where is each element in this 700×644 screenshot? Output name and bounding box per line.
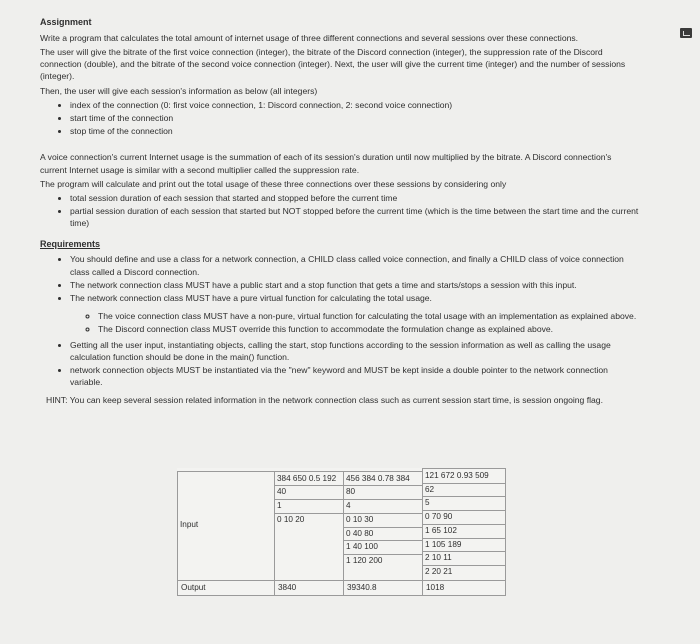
table-cell: 80 [344, 486, 422, 500]
table-cell: 121 672 0.93 509 [423, 470, 505, 484]
session-info-list [40, 99, 640, 138]
output-case-1: 3840 [275, 580, 344, 596]
output-case-3: 1018 [423, 580, 506, 596]
list-item: • network connection objects MUST be instantiated via the "new" keyword and MUST be kept inside a double pointer to the network connection variable. [70, 364, 640, 388]
table-cell: 1 [275, 500, 343, 514]
table-cell: 40 [275, 486, 343, 500]
requirements-sublist [40, 310, 640, 335]
corner-widget-icon[interactable] [680, 28, 692, 38]
table-cell: 62 [423, 484, 505, 498]
assignment-paragraph-3: Then, the user will give each session's information as below (all integers) [40, 85, 318, 96]
input-case-3 [423, 469, 506, 581]
hint-text: HINT: You can keep several session related information in the network connection class such as current session start time, is session ongoing flag. [46, 395, 603, 406]
assignment-heading: Assignment [40, 17, 92, 27]
table-cell: 1 105 189 [423, 539, 505, 553]
table-cell: 1 40 100 [344, 541, 422, 555]
table-cell: 5 [423, 497, 505, 511]
table-cell: 0 10 20 [277, 514, 305, 524]
list-item: • partial session duration of each session that started but NOT stopped before the current time (which is the time between the start time and the current time) [70, 205, 640, 229]
io-example-table [177, 468, 506, 596]
requirements-list-2 [40, 339, 640, 389]
list-item: ◦ The Discord connection class MUST override this function to accommodate the formulation change as explained above. [98, 323, 640, 335]
table-cell: 456 384 0.78 384 [344, 473, 422, 487]
list-item: • start time of the connection [70, 112, 640, 124]
table-cell: 384 650 0.5 192 [275, 473, 343, 487]
list-item: • Getting all the user input, instantiating objects, calling the start, stop functions according to the session information as well as calling the usage calculation function should be done in the main() function. [70, 339, 640, 363]
list-item: • index of the connection (0: first voice connection, 1: Discord connection, 2: second voice connection) [70, 99, 640, 111]
table-cell: 2 20 21 [425, 566, 453, 576]
assignment-paragraph-2: The user will give the bitrate of the first voice connection (integer), the bitrate of the Discord connection (integer), the suppression rate of the Discord connection (double), and the bitrate of the second voice connection (integer). Next, the user will give the current time (integer) and the number of sessions (integer). [40, 46, 626, 82]
requirements-list [40, 253, 640, 304]
list-item: • total session duration of each session that started and stopped before the current time [70, 192, 640, 204]
table-cell: 4 [344, 500, 422, 514]
table-cell: 1 120 200 [346, 555, 383, 565]
table-cell: 0 10 30 [344, 514, 422, 528]
table-cell: 2 10 11 [423, 552, 505, 566]
table-cell: 1 65 102 [423, 525, 505, 539]
table-cell: 0 70 90 [423, 511, 505, 525]
list-item: ◦ The voice connection class MUST have a non-pure, virtual function for calculating the total usage with an implementation as explained above. [98, 310, 640, 322]
list-item: • You should define and use a class for a network connection, a CHILD class called voice connection, and finally a CHILD class of voice connection class called a Discord connection. [70, 253, 640, 277]
list-item: • The network connection class MUST have a pure virtual function for calculating the total usage. [70, 292, 640, 304]
output-label: Output [178, 580, 275, 596]
list-item: • The network connection class MUST have a public start and a stop function that gets a time and starts/stops a session with this input. [70, 279, 640, 291]
document-page [40, 16, 640, 407]
assignment-paragraph-5: The program will calculate and print out the total usage of these three connections over these sessions by considering only [40, 178, 507, 189]
list-item: • stop time of the connection [70, 125, 640, 137]
output-case-2: 39340.8 [344, 580, 423, 596]
consider-list [40, 192, 640, 230]
requirements-heading: Requirements [40, 238, 101, 249]
assignment-paragraph-4: A voice connection's current Internet usage is the summation of each of its session's duration until now multiplied by the bitrate. A Discord connection's current Internet usage is similar with a second multiplier called the suppression rate. [40, 152, 612, 175]
table-cell: 0 40 80 [344, 528, 422, 542]
input-case-1 [275, 471, 344, 580]
assignment-paragraph-1: Write a program that calculates the total amount of internet usage of three different connections and several sessions over these connections. [40, 32, 579, 43]
input-case-2 [344, 471, 423, 580]
input-label: Input [178, 471, 275, 580]
